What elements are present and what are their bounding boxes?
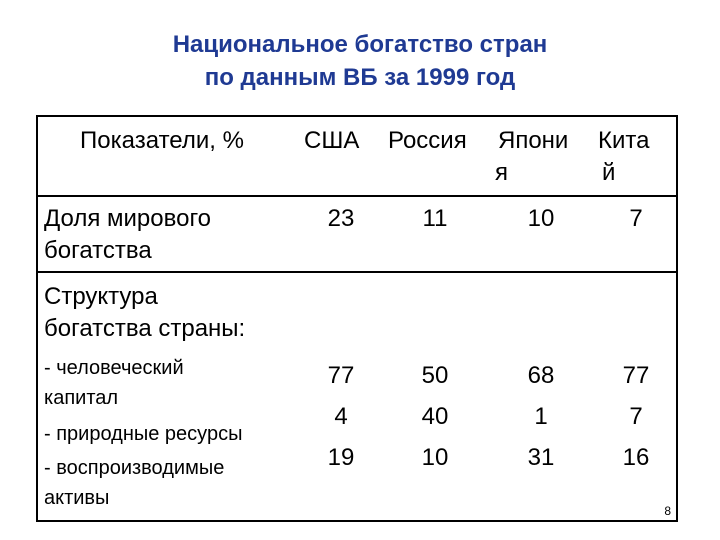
value-cell: 10 (421, 444, 449, 471)
value-cell: 7 (629, 403, 643, 430)
row-share-label-line2: богатства (44, 237, 152, 264)
structure-item: - природные ресурсы (44, 423, 243, 445)
header-japan-line2: я (495, 159, 508, 186)
share-china: 7 (629, 205, 643, 232)
structure-item: капитал (44, 387, 119, 409)
row-structure-label-line2: богатства страны: (44, 315, 246, 342)
table-divider (38, 195, 676, 197)
value-cell: 19 (327, 444, 355, 471)
share-japan: 10 (527, 205, 555, 232)
page-number: 8 (664, 504, 671, 518)
row-structure-label-line1: Структура (44, 283, 158, 310)
structure-item: активы (44, 487, 110, 509)
structure-item: - человеческий (44, 357, 184, 379)
structure-russia-values (410, 355, 460, 478)
wealth-table (36, 115, 678, 522)
share-russia: 11 (422, 205, 448, 232)
header-china-line1: Кита (598, 127, 650, 154)
value-cell: 16 (622, 444, 650, 471)
value-cell: 77 (327, 362, 355, 389)
slide-title-line2: по данным ВБ за 1999 год (204, 64, 516, 91)
value-cell: 4 (334, 403, 348, 430)
structure-usa-values (316, 355, 366, 478)
structure-item: - воспроизводимые (44, 457, 225, 479)
header-usa: США (304, 127, 360, 154)
header-indicators: Показатели, % (80, 127, 244, 154)
structure-china-values (611, 355, 661, 478)
value-cell: 68 (527, 362, 555, 389)
header-russia: Россия (388, 127, 467, 154)
value-cell: 1 (534, 403, 548, 430)
slide-title-line1: Национальное богатство стран (172, 31, 548, 58)
value-cell: 40 (421, 403, 449, 430)
value-cell: 77 (622, 362, 650, 389)
slide-title (0, 28, 720, 94)
structure-japan-values (516, 355, 566, 478)
table-divider (38, 271, 676, 273)
header-japan-line1: Япони (498, 127, 569, 154)
value-cell: 50 (421, 362, 449, 389)
share-usa: 23 (327, 205, 355, 232)
row-share-label-line1: Доля мирового (44, 205, 212, 232)
value-cell: 31 (527, 444, 555, 471)
header-china-line2: й (602, 159, 616, 186)
